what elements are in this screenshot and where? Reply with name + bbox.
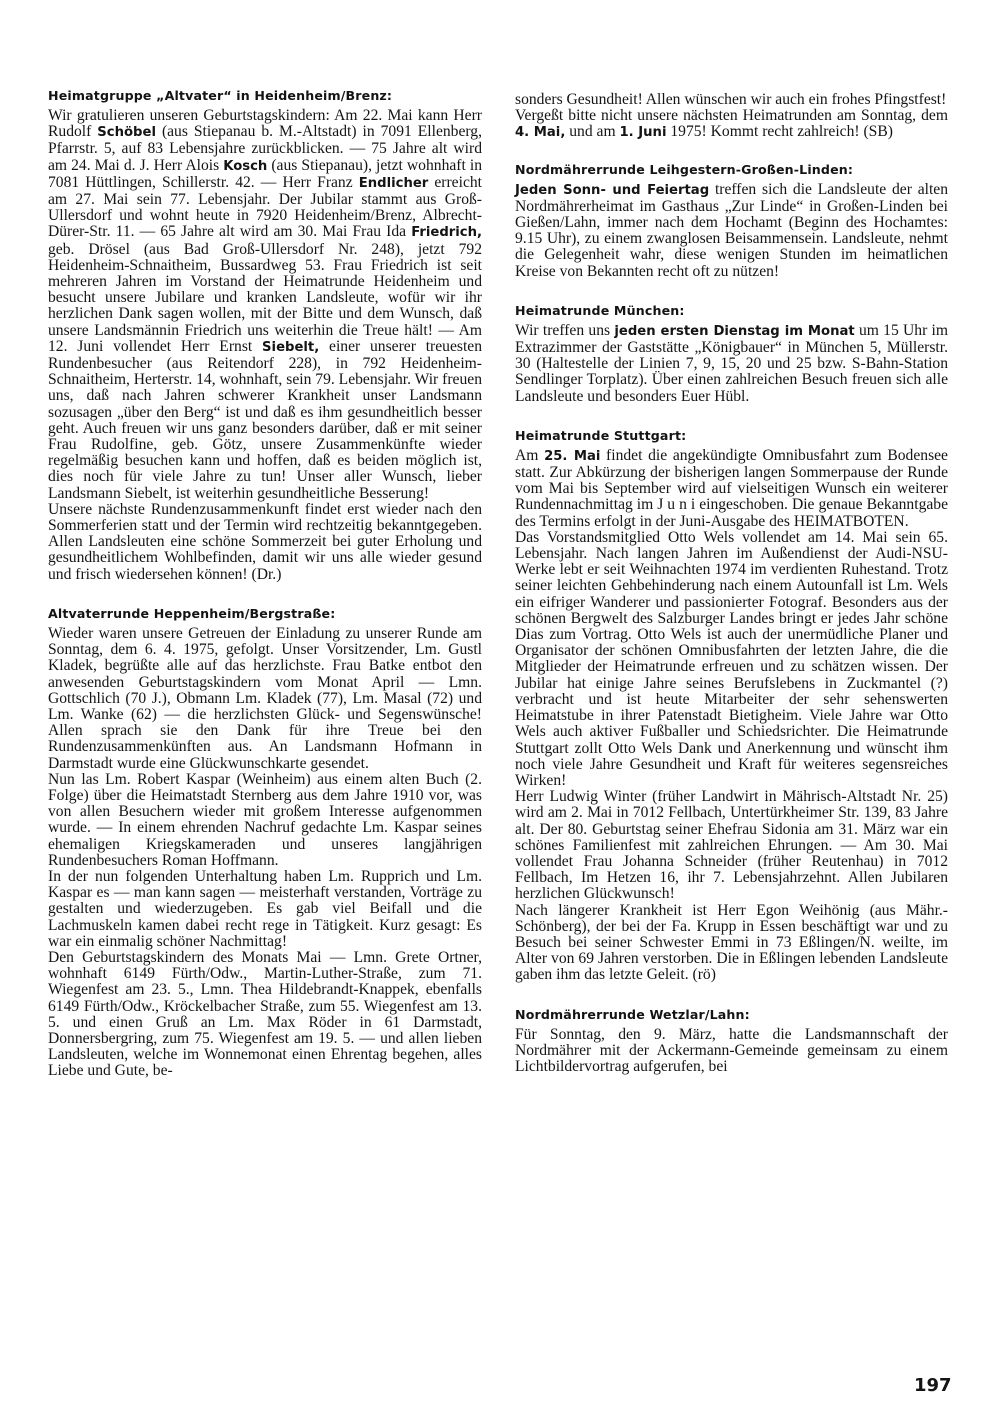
name-friedrich: Friedrich, [411,225,482,241]
right-column [515,92,948,1075]
section-heidenheim [48,88,482,583]
section-heading: Altvaterrunde Heppenheim/Bergstraße: [48,605,336,621]
name-endlicher: Endlicher [358,175,429,191]
section-stuttgart [515,428,948,984]
section-wetzlar [515,1007,948,1076]
section-leihgestern [515,162,948,280]
section-heading: Nordmährerrunde Wetzlar/Lahn: [515,1006,750,1022]
section-heading: Heimatrunde Stuttgart: [515,427,687,443]
name-siebelt: Siebelt, [262,339,320,355]
paragraph: Wieder waren unsere Getreuen der Einladung zu unserer Runde am Sonntag, dem 6. 4. 1975, gefolgt. Unser Vorsitzender, Lm. Gustl Kladek, begrüßte alle auf das herzlichste. Frau Batke entbot den anwesenden Geburtstagskindern vom Monat April — Lmn. Gottschlich (70 J.), Obmann Lm. Kladek (77), Lm. Masal (72) und Lm. Wanke (62) — die herzlichsten Glück- und Segenswünsche! Allen sprach sie den Dank für ihre Treue bei den Rundenzusammenkünften aus. An Landsmann Hofmann in Darmstadt wurde eine Glückwunschkarte gesendet. [48,624,482,772]
section-heading: Heimatrunde München: [515,302,685,318]
paragraph: Unsere nächste Rundenzusammenkunft findet erst wieder nach den Sommerferien statt und der Termin wird rechtzeitig bekanntgegeben. Allen Landsleuten eine schöne Sommerzeit bei guter Erholung und gesundheitlichem Wohlbefinden, damit wir uns alle wieder gesund und frisch wiedersehen können! (Dr.) [48,500,482,583]
section-heading: Nordmährerrunde Leihgestern-Großen-Linden: [515,161,854,177]
paragraph: In der nun folgenden Unterhaltung haben Lm. Rupprich und Lm. Kaspar es — man kann sagen — meisterhaft verstanden, Vorträge zu gestalten und wiederzugeben. Es gab viel Beifall und die Lachmuskeln kamen dabei recht rege in Tätigkeit. Kurz gesagt: Es war ein einmalig schöner Nachmittag! [48,867,482,950]
paragraph: Nun las Lm. Robert Kaspar (Weinheim) aus einem alten Buch (2. Folge) über die Heimatstadt Sternberg aus dem Jahre 1910 vor, was von allen Besuchern wieder mit großem Interesse aufgenommen wurde. — In einem ehrenden Nachruf gedachte Lm. Kaspar seines ehemaligen Kriegskameraden und unseres langjährigen Rundenbesuchers Roman Hoffmann. [48,770,482,869]
paragraph: Den Geburtstagskindern des Monats Mai — Lmn. Grete Ortner, wohnhaft 6149 Fürth/Odw., Martin-Luther-Straße, zum 71. Wiegenfest am 23. 5., Lmn. Thea Hildebrandt-Knappek, ebenfalls 6149 Fürth/Odw., Kröckelbacher Straße, zum 55. Wiegenfest am 13. 5. und einen Gruß an Lm. Max Röder in 61 Darmstadt, Donnersbergring, zum 75. Wiegenfest am 19. 5. — und allen lieben Landsleuten, welche im Wonnemonat einen Ehrentag begehen, alles Liebe und Gute, be- [48,948,482,1080]
paragraph: Am 25. Mai findet die angekündigte Omnibusfahrt zum Bodensee statt. Zur Abkürzung der bisherigen langen Sommerpause der Runde vom Mai bis September wird auf vielseitigen Wunsch ein weiterer Rundennachmittag im J u n i eingeschoben. Die genaue Bekanntgabe des Termins erfolgt in der Juni-Ausgabe des HEIMATBOTEN. [515,446,948,530]
paragraph: Für Sonntag, den 9. März, hatte die Landsmannschaft der Nordmährer mit der Ackermann-Gemeinde gemeinsam zu einem Lichtbildervortrag aufgerufen, bei [515,1025,948,1075]
paragraph: Vergeßt bitte nicht unsere nächsten Heimatrunden am Sonntag, dem 4. Mai, und am 1. Juni 1975! Kommt recht zahlreich! (SB) [515,107,948,141]
date-25-mai: 25. Mai [544,448,601,464]
emphasis-dienstag: jeden ersten Dienstag im Monat [614,323,855,339]
paragraph: Das Vorstandsmitglied Otto Wels vollendet am 14. Mai sein 65. Lebensjahr. Nach langen Jahren im Außendienst der Audi-NSU-Werke lebt er seit Weihnachten 1974 im verdienten Ruhestand. Trotz seiner leichten Gehbehinderung nach einem Autounfall ist Lm. Wels ein eifriger Wanderer und passionierter Fotograf. Besonders aus der schönen Bergwelt des Salzburger Landes bringt er jedes Jahr schöne Dias zum Vortrag. Otto Wels ist auch der unermüdliche Planer und Organisator der schönen Omnibusfahrten der letzten Jahre, die die Mitglieder der Heimatrunde erfreuen und zu schätzen wissen. Der Jubilar hat einige Jahre seines Berufslebens in Zuckmantel (?) verbracht und ist heute Mitarbeiter der sehr sehenswerten Heimatstube in ihrer Patenstadt Bietigheim. Viele Jahre war Otto Wels auch aktiver Fußballer und Schiedsrichter. Die Heimatrunde Stuttgart zollt Otto Wels Dank und Anerkennung und wünscht ihm noch viele Jahre Gesundheit und Kraft für weiteres segensreiches Wirken! [515,528,948,789]
page-number: 197 [914,1375,952,1396]
section-heppenheim [48,606,482,1080]
paragraph: Nach längerer Krankheit ist Herr Egon Weihönig (aus Mähr.-Schönberg), der bei der Fa. Krupp in Essen beschäftigt war und zu Besuch bei seiner Schwester Emmi in 73 Eßlingen/N. weilte, im Alter von 69 Jahren verstorben. Die in Eßlingen lebenden Landsleute gaben ihm das letzte Geleit. (rö) [515,901,948,984]
paragraph: Wir gratulieren unseren Geburtstagskindern: Am 22. Mai kann Herr Rudolf Schöbel (aus Stiepanau b. M.-Altstadt) in 7091 Ellenberg, Pfarrstr. 5, auf 83 Lebensjahre zurückblicken. — 75 Jahre alt wird am 24. Mai d. J. Herr Alois Kosch (aus Stiepanau), jetzt wohnhaft in 7081 Hüttlingen, Schillerstr. 42. — Herr Franz Endlicher erreicht am 27. Mai sein 77. Lebensjahr. Der Jubilar stammt aus Groß-Ullersdorf und wohnt heute in 7920 Heidenheim/Brenz, Albrecht-Dürer-Str. 11. — 65 Jahre alt wird am 30. Mai Frau Ida Friedrich, geb. Drösel (aus Bad Groß-Ullersdorf Nr. 248), jetzt 792 Heidenheim-Schnaitheim, Bussardweg 53. Frau Friedrich ist seit mehreren Jahren im Vorstand der Heimatrunde Heidenheim und besucht unsere Jubilare und kranken Landsleute, wofür wir ihr herzlichen Dank sagen wollen, mit der Bitte und dem Wunsch, daß unsere Landsmännin Friedrich uns weiterhin die Treue hält! — Am 12. Juni vollendet Herr Ernst Siebelt, einer unserer treuesten Rundenbesucher (aus Reitendorf 228), in 792 Heidenheim-Schnaitheim, Herterstr. 14, wohnhaft, sein 79. Lebensjahr. Wir freuen uns, daß nach Jahren schwerer Krankheit unser Landsmann sozusagen „über den Berg“ ist und daß es ihm gesundheitlich besser geht. Auch freuen wir uns ganz besonders darüber, daß er mit seiner Frau Rudolfine, geb. Götz, unsere Zusammenkünfte wieder regelmäßig besuchen kann und hoffen, daß es beiden möglich ist, dies noch für viele Jahre zu tun! Unser aller Wunsch, lieber Landsmann Siebelt, ist weiterhin gesundheitliche Besserung! [48,107,482,502]
paragraph: Wir treffen uns jeden ersten Dienstag im Monat um 15 Uhr im Extrazimmer der Gaststätte „Königbauer“ in München 5, Müllerstr. 30 (Haltestelle der Linien 7, 9, 15, 20 und 25 bzw. S-Bahn-Station Sendlinger Torplatz). Über einen zahlreichen Besuch freuen sich alle Landsleute und besonders Euer Hübl. [515,321,949,405]
section-heppenheim-continued [515,92,948,142]
name-kosch: Kosch [223,158,268,174]
name-schoebel: Schöbel [97,125,156,141]
section-heading: Heimatgruppe „Altvater“ in Heidenheim/Brenz: [48,88,393,103]
date-1-juni: 1. Juni [619,125,667,141]
paragraph: Jeden Sonn- und Feiertag treffen sich die Landsleute der alten Nordmährerheimat im Gasthaus „Zur Linde“ in Großen-Linden bei Gießen/Lahn, immer nach dem Hochamt (Beginn des Hochamtes: 9.15 Uhr), zu einem zwanglosen Beisammensein. Landsleute, nehmt die Gelegenheit wahr, diese wenigen Stunden im heimatlichen Kreise von Bekannten recht oft zu nützen! [515,180,948,280]
section-muenchen [515,303,948,405]
paragraph: Herr Ludwig Winter (früher Landwirt in Mährisch-Altstadt Nr. 25) wird am 2. Mai in 7012 Fellbach, Untertürkheimer Str. 139, 83 Jahre alt. Der 80. Geburtstag seiner Ehefrau Sidonia am 31. März war ein schönes Familienfest mit zahlreichen Ehrungen. — Am 30. Mai vollendet Frau Johanna Schneider (früher Reutenhau) in 7012 Fellbach, Im Hetzen 16, ihr 7. Lebensjahrzehnt. Allen Jubilaren herzlichen Glückwunsch! [515,788,948,903]
paragraph: sonders Gesundheit! Allen wünschen wir auch ein frohes Pfingstfest! [515,91,947,108]
left-column [48,88,482,1080]
date-4-mai: 4. Mai, [515,125,566,141]
emphasis-sonntag: Jeden Sonn- und Feiertag [515,182,710,198]
